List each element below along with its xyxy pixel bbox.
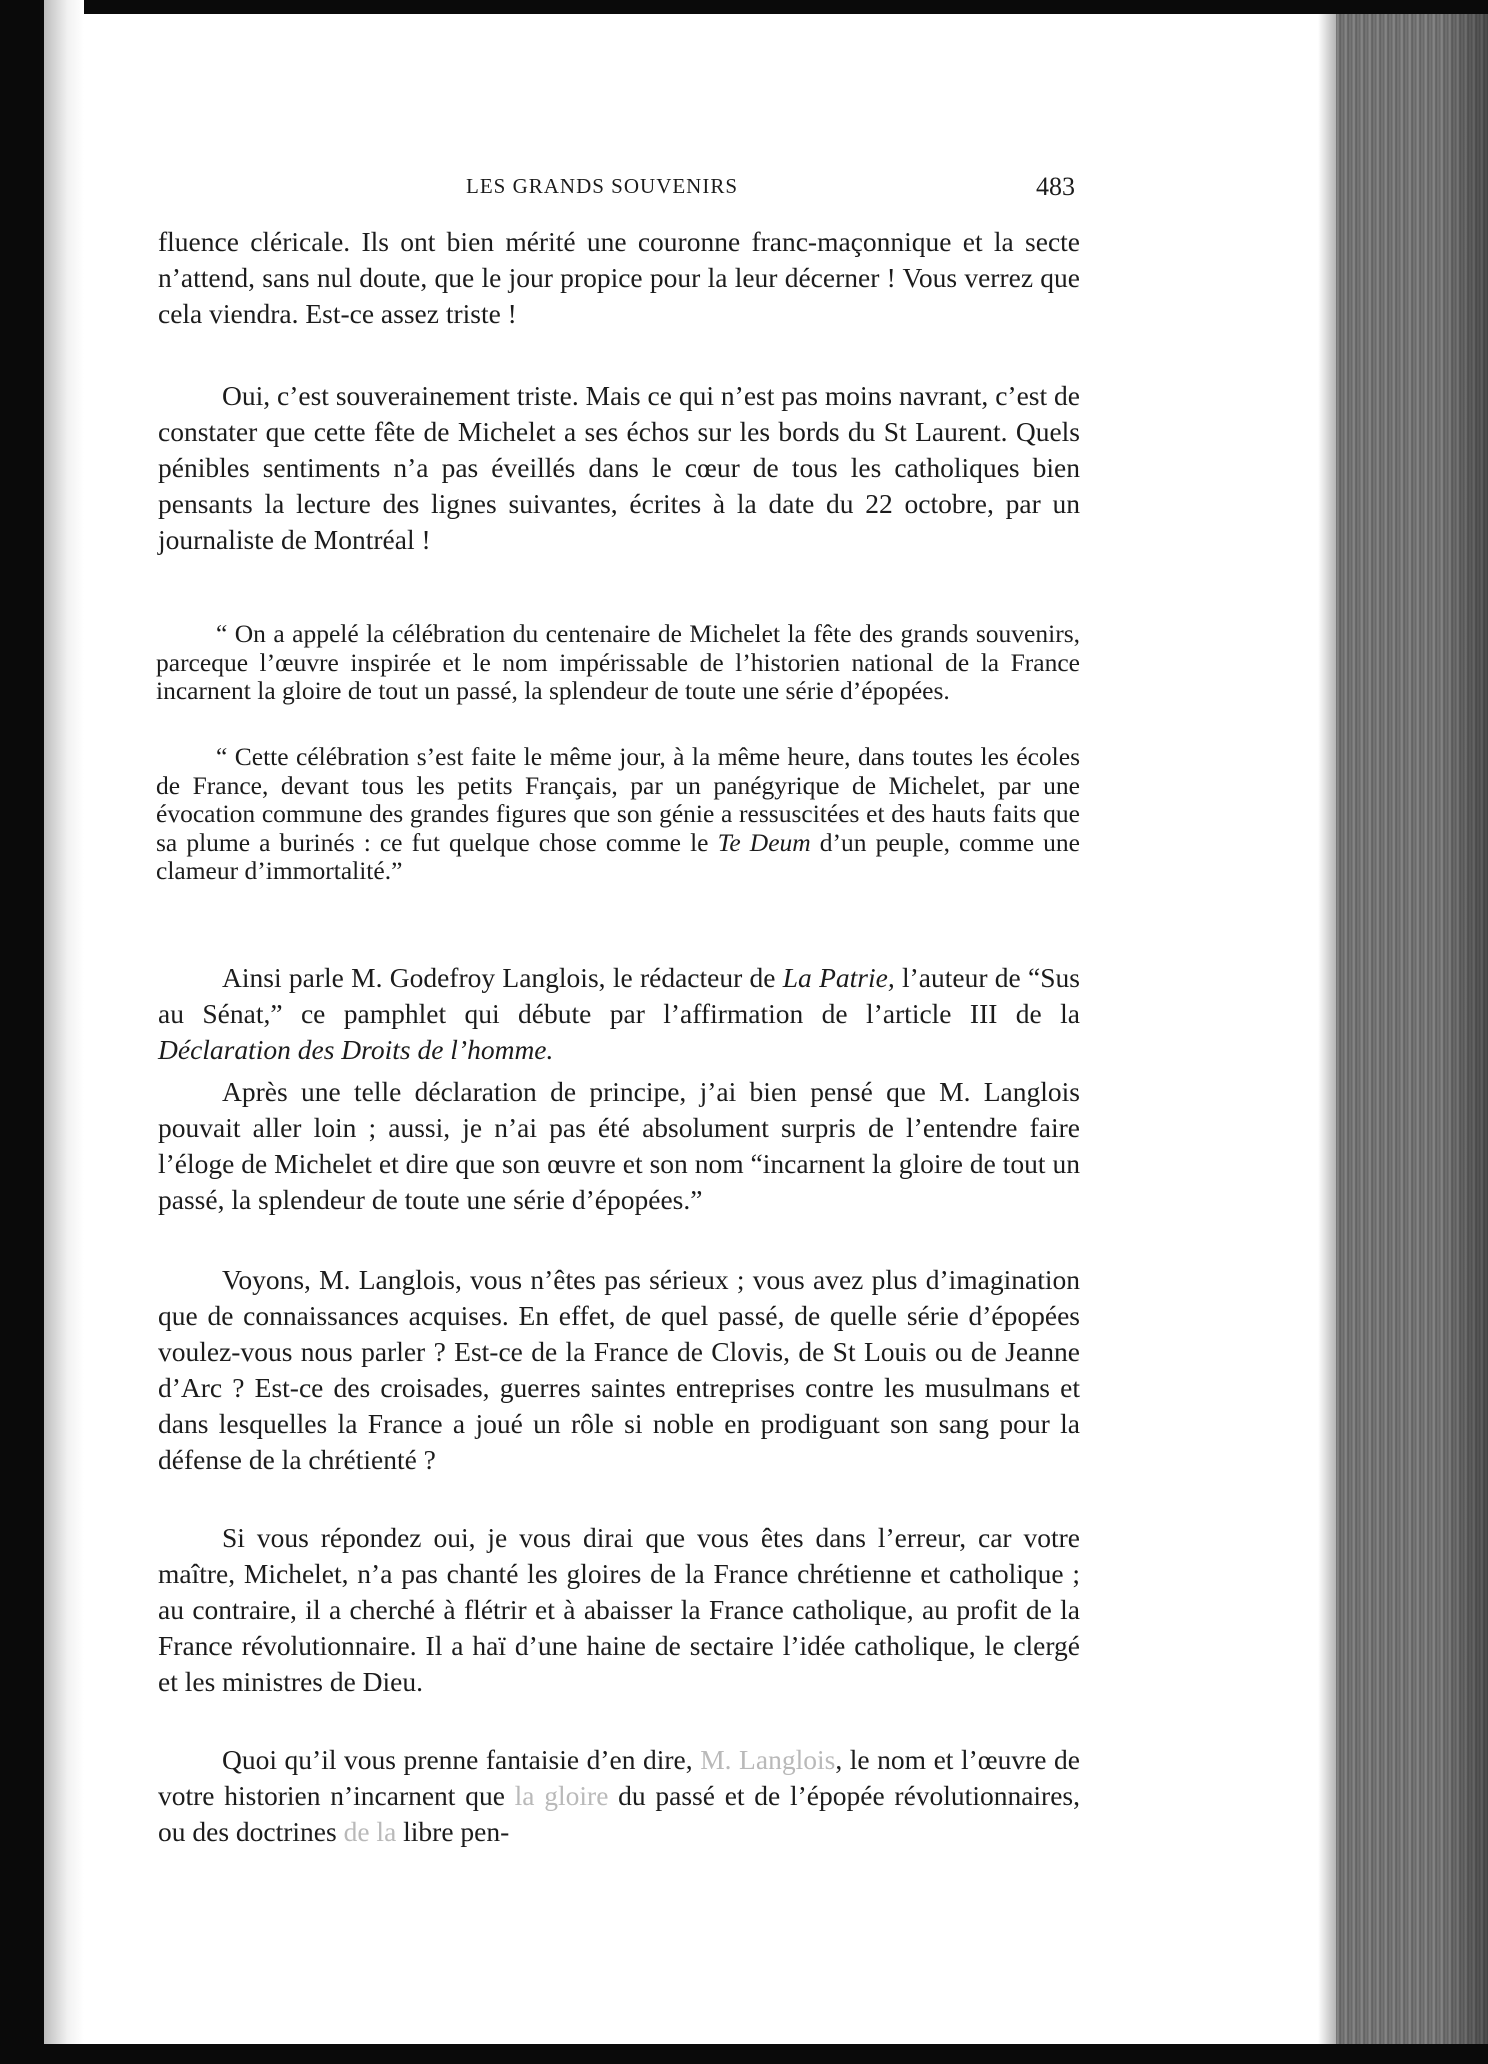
quote-paragraph-1: “ On a appelé la célébration du centenaire de Michelet la fête des grands souvenirs, parceque l’œuvre inspirée et le nom impérissable de l’historien national de la France incarnent la gloire de tout un passé, la splendeur de toute une série d’épopées. bbox=[156, 619, 1080, 705]
paragraph-3-text-a: Ainsi parle M. Godefroy Langlois, le rédacteur de bbox=[222, 962, 783, 993]
paragraph-3 bbox=[158, 960, 1080, 1068]
scan-border-left bbox=[0, 0, 44, 2064]
paragraph-5: Voyons, M. Langlois, vous n’êtes pas sérieux ; vous avez plus d’imagination que de connaissances acquises. En effet, de quel passé, de quelle série d’épopées voulez-vous nous parler ? Est-ce de la France de Clovis, de St Louis ou de Jeanne d’Arc ? Est-ce des croisades, guerres saintes entreprises contre les musulmans et dans lesquelles la France a joué un rôle si noble en prodiguant son sang pour la défense de la chrétienté ? bbox=[158, 1264, 1080, 1475]
paragraph-7 bbox=[158, 1742, 1080, 1850]
paragraph-7-text-c: du passé et de l’épopée révolutionnaires, ou des doctrines bbox=[158, 1780, 1080, 1847]
paragraph-2: Oui, c’est souverainement triste. Mais ce qui n’est pas moins navrant, c’est de constater que cette fête de Michelet a ses échos sur les bords du St Laurent. Quels pénibles sentiments n’a pas éveillés dans le cœur de tous les catholiques bien pensants la lecture des lignes suivantes, écrites à la date du 22 octobre, par un journaliste de Montréal ! bbox=[158, 380, 1080, 555]
paragraph-4: Après une telle déclaration de principe, j’ai bien pensé que M. Langlois pouvait aller loin ; aussi, je n’ai pas été absolument surpris de l’entendre faire l’éloge de Michelet et dire que son œuvre et son nom “incarnent la gloire de tout un passé, la splendeur de toute une série d’épopées.” bbox=[158, 1076, 1080, 1215]
quote-2-text-b: d’un peuple, comme une clameur d’immortalité.” bbox=[156, 827, 1080, 885]
paragraph-7-faded-1: M. Langlois bbox=[700, 1744, 836, 1775]
paragraph-7-text-d: libre pen- bbox=[396, 1816, 510, 1847]
paragraph-7-text-a: Quoi qu’il vous prenne fantaisie d’en dire, bbox=[222, 1744, 701, 1775]
paragraph-7-faded-3: de la bbox=[343, 1816, 397, 1847]
paragraph-7-faded-2: la gloire bbox=[514, 1780, 609, 1811]
paragraph-1: fluence cléricale. Ils ont bien mérité une couronne franc-maçonnique et la secte n’attend, sans nul doute, que le jour propice pour la leur décerner ! Vous verrez que cela viendra. Est-ce assez triste ! bbox=[158, 226, 1080, 329]
quote-paragraph-2 bbox=[156, 743, 1080, 886]
page-number: 483 bbox=[1036, 172, 1075, 201]
paragraph-7-text-b: , le nom et l’œuvre de votre historien n’incarnent que bbox=[158, 1744, 1080, 1811]
running-title: LES GRANDS SOUVENIRS bbox=[466, 174, 739, 198]
gutter-shadow bbox=[44, 0, 84, 2064]
quote-2-italic: Te Deum bbox=[717, 827, 811, 857]
book-page-edges-shadow bbox=[1440, 14, 1488, 2044]
quote-2-text-a: “ Cette célébration s’est faite le même jour, à la même heure, dans toutes les écoles de France, devant tous les petits Français, par un panégyrique de Michelet, par une évocation commune des grandes figures que son génie a ressuscitées et des hauts faits que sa plume a burinés : ce fut quelque chose comme le bbox=[156, 742, 1080, 857]
paragraph-6: Si vous répondez oui, je vous dirai que vous êtes dans l’erreur, car votre maître, Michelet, n’a pas chanté les gloires de la France chrétienne et catholique ; au contraire, il a cherché à flétrir et à abaisser la France catholique, au profit de la France révolutionnaire. Il a haï d’une haine de sectaire l’idée catholique, le clergé et les ministres de Dieu. bbox=[158, 1522, 1080, 1697]
paragraph-3-text-b: l’auteur de “Sus au Sénat,” ce pamphlet qui débute par l’affirmation de l’article III de la bbox=[158, 962, 1081, 1029]
scan-border-top bbox=[0, 0, 1488, 14]
scan-border-bottom bbox=[0, 2044, 1488, 2064]
paragraph-3-italic-2: Déclaration des Droits de l’homme. bbox=[158, 1034, 554, 1065]
paragraph-3-italic-1: La Patrie, bbox=[782, 962, 895, 993]
